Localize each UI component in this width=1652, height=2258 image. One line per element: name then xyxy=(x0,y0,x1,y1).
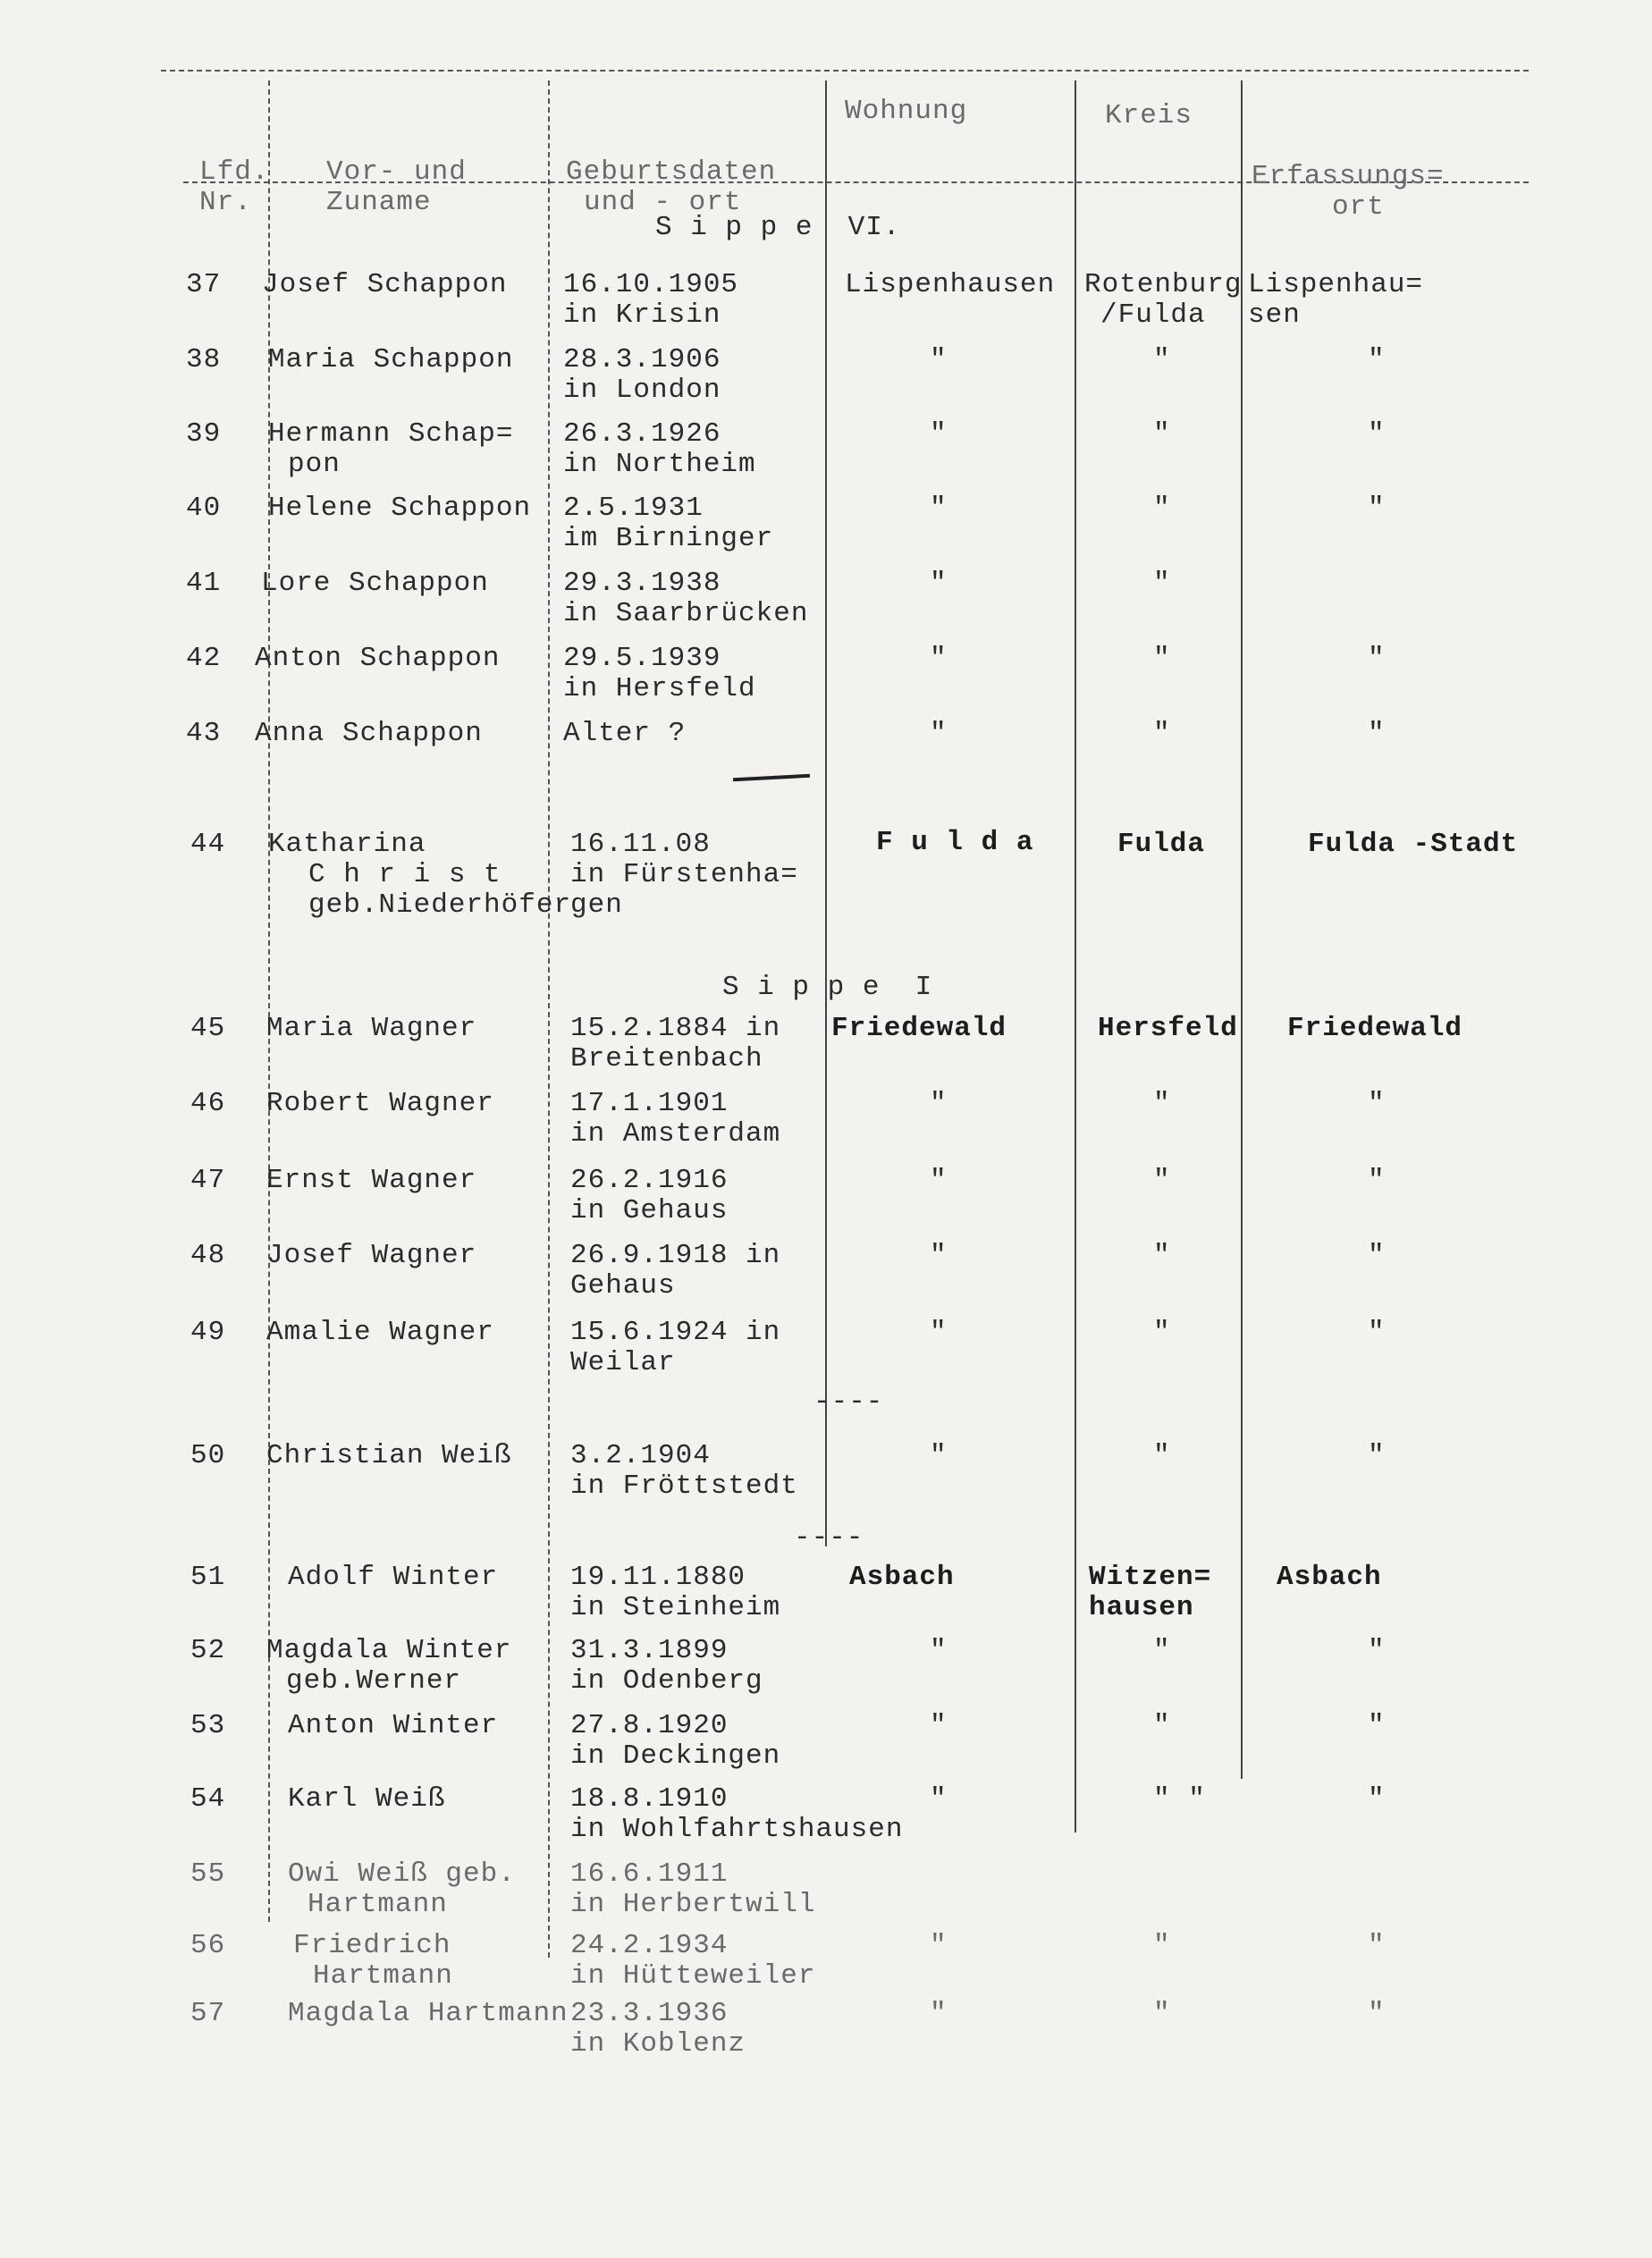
row-name: Magdala Hartmann xyxy=(288,1998,569,2029)
row-number: 47 xyxy=(190,1165,226,1196)
row-residence: " xyxy=(930,1440,948,1471)
row-residence: " xyxy=(930,418,948,450)
row-number: 51 xyxy=(190,1562,226,1593)
row-residence: " xyxy=(930,1783,948,1815)
row-birth: 15.2.1884 in Breitenbach xyxy=(570,1013,781,1074)
row-residence: " xyxy=(930,1635,948,1666)
row-residence: " xyxy=(930,1930,948,1961)
row-name: Friedrich Hartmann xyxy=(293,1930,453,1992)
row-registration-place: " xyxy=(1368,1240,1386,1271)
row-residence: " xyxy=(930,1317,948,1348)
row-birth: 17.1.1901 in Amsterdam xyxy=(570,1088,781,1150)
col-rule-4 xyxy=(1075,80,1076,1833)
row-name: Amalie Wagner xyxy=(266,1317,494,1348)
row-number: 44 xyxy=(190,829,226,860)
col-rule-3 xyxy=(825,80,827,1546)
row-registration-place: " xyxy=(1368,418,1386,450)
row-number: 42 xyxy=(186,643,222,674)
row-name: Christian Weiß xyxy=(266,1440,512,1471)
row-registration-place: " xyxy=(1368,1635,1386,1666)
row-residence: " xyxy=(930,643,948,674)
row-residence: " xyxy=(930,1165,948,1196)
row-name: Anton Winter xyxy=(288,1710,499,1741)
pen-stroke xyxy=(733,774,810,781)
row-name: Josef Schappon xyxy=(262,269,508,300)
row-residence: F u l d a xyxy=(876,827,1034,858)
row-number: 38 xyxy=(186,344,222,375)
header-geburt: Geburtsdaten und - ort xyxy=(566,156,777,218)
row-number: 40 xyxy=(186,493,222,524)
row-district: " xyxy=(1153,493,1171,524)
row-residence: " xyxy=(930,493,948,524)
row-birth: 29.3.1938 in Saarbrücken xyxy=(563,568,809,629)
row-birth: 19.11.1880 in Steinheim xyxy=(570,1562,781,1623)
row-birth: 16.10.1905 in Krisin xyxy=(563,269,739,331)
row-registration-place: " xyxy=(1368,643,1386,674)
row-registration-place: " xyxy=(1368,493,1386,524)
row-number: 39 xyxy=(186,418,222,450)
row-name: Josef Wagner xyxy=(266,1240,477,1271)
row-birth: 16.11.08 in Fürstenha= gen xyxy=(570,829,798,921)
row-residence: Friedewald xyxy=(831,1013,1007,1044)
row-district: " xyxy=(1153,1635,1171,1666)
row-birth: 3.2.1904 in Fröttstedt xyxy=(570,1440,798,1502)
row-number: 46 xyxy=(190,1088,226,1119)
row-registration-place: " xyxy=(1368,1998,1386,2029)
row-number: 49 xyxy=(190,1317,226,1348)
row-residence: " xyxy=(930,1710,948,1741)
row-name: Robert Wagner xyxy=(266,1088,494,1119)
row-district: Fulda xyxy=(1117,829,1206,860)
row-number: 54 xyxy=(190,1783,226,1815)
row-name: Karl Weiß xyxy=(288,1783,446,1815)
section-sippe-vi: S i p p e VI. xyxy=(655,212,901,243)
row-district: " xyxy=(1153,1088,1171,1119)
row-birth: 18.8.1910 in Wohlfahrtshausen xyxy=(570,1783,904,1845)
row-district: " xyxy=(1153,568,1171,599)
row-number: 56 xyxy=(190,1930,226,1961)
row-birth: 29.5.1939 in Hersfeld xyxy=(563,643,756,704)
row-number: 55 xyxy=(190,1858,226,1890)
row-district: Rotenburg /Fulda xyxy=(1084,269,1243,331)
header-lfd-nr: Lfd. Nr. xyxy=(199,156,270,218)
separator-b: ---- xyxy=(794,1522,864,1554)
row-birth: 16.6.1911 in Herbertwill xyxy=(570,1858,816,1920)
row-birth: 27.8.1920 in Deckingen xyxy=(570,1710,781,1772)
row-district: " xyxy=(1153,1440,1171,1471)
row-name: Maria Schappon xyxy=(268,344,514,375)
row-registration-place: Friedewald xyxy=(1287,1013,1463,1044)
row-number: 50 xyxy=(190,1440,226,1471)
row-name: Owi Weiß geb. Hartmann xyxy=(288,1858,516,1920)
row-residence: Asbach xyxy=(849,1562,955,1593)
row-district: " xyxy=(1153,1165,1171,1196)
row-residence: " xyxy=(930,1088,948,1119)
row-name: Helene Schappon xyxy=(268,493,532,524)
row-district: " xyxy=(1153,1240,1171,1271)
row-name: Hermann Schap= pon xyxy=(268,418,514,480)
row-number: 37 xyxy=(186,269,222,300)
row-registration-place: " xyxy=(1368,1317,1386,1348)
row-birth: 15.6.1924 in Weilar xyxy=(570,1317,781,1378)
row-district: Hersfeld xyxy=(1098,1013,1238,1044)
row-number: 45 xyxy=(190,1013,226,1044)
header-erfassung: Erfassungs= ort xyxy=(1252,161,1445,223)
row-name: Katharina C h r i s t geb.Niederhöfer xyxy=(268,829,572,921)
separator-a: ---- xyxy=(813,1386,884,1418)
row-registration-place: Fulda -Stadt xyxy=(1308,829,1519,860)
row-name: Anna Schappon xyxy=(255,718,483,749)
row-registration-place: " xyxy=(1368,1710,1386,1741)
row-number: 41 xyxy=(186,568,222,599)
row-registration-place: " xyxy=(1368,1783,1386,1815)
section-sippe-i: S i p p e I xyxy=(722,972,933,1003)
top-border-line xyxy=(161,70,1529,72)
row-residence: " xyxy=(930,1998,948,2029)
row-district: " xyxy=(1153,418,1171,450)
row-residence: " xyxy=(930,718,948,749)
row-birth: 28.3.1906 in London xyxy=(563,344,721,406)
header-name: Vor- und Zuname xyxy=(326,156,467,218)
row-number: 48 xyxy=(190,1240,226,1271)
row-registration-place: " xyxy=(1368,718,1386,749)
row-district: " xyxy=(1153,1930,1171,1961)
row-district: " xyxy=(1153,1710,1171,1741)
row-registration-place: " xyxy=(1368,344,1386,375)
row-birth: 24.2.1934 in Hütteweiler xyxy=(570,1930,816,1992)
row-name: Lore Schappon xyxy=(261,568,489,599)
row-number: 52 xyxy=(190,1635,226,1666)
row-district: " " xyxy=(1153,1783,1206,1815)
row-name: Maria Wagner xyxy=(266,1013,477,1044)
row-birth: 26.3.1926 in Northeim xyxy=(563,418,756,480)
row-name: Adolf Winter xyxy=(288,1562,499,1593)
row-registration-place: Asbach xyxy=(1277,1562,1382,1593)
row-residence: " xyxy=(930,1240,948,1271)
row-residence: Lispenhausen xyxy=(845,269,1056,300)
col-rule-2 xyxy=(548,80,550,1958)
row-district: Witzen= hausen xyxy=(1089,1562,1212,1623)
row-name: Magdala Winter geb.Werner xyxy=(266,1635,512,1697)
row-residence: " xyxy=(930,568,948,599)
row-number: 53 xyxy=(190,1710,226,1741)
row-district: " xyxy=(1153,643,1171,674)
row-birth: 26.2.1916 in Gehaus xyxy=(570,1165,729,1226)
row-district: " xyxy=(1153,344,1171,375)
row-birth: 23.3.1936 in Koblenz xyxy=(570,1998,746,2060)
row-district: " xyxy=(1153,1998,1171,2029)
row-name: Anton Schappon xyxy=(255,643,501,674)
header-wohnung: Wohnung xyxy=(845,96,968,127)
row-registration-place: " xyxy=(1368,1165,1386,1196)
row-registration-place: " xyxy=(1368,1088,1386,1119)
row-birth: 26.9.1918 in Gehaus xyxy=(570,1240,781,1302)
row-name: Ernst Wagner xyxy=(266,1165,477,1196)
row-district: " xyxy=(1153,1317,1171,1348)
row-registration-place: " xyxy=(1368,1930,1386,1961)
row-registration-place: " xyxy=(1368,1440,1386,1471)
row-residence: " xyxy=(930,344,948,375)
col-rule-5 xyxy=(1241,80,1243,1779)
header-kreis: Kreis xyxy=(1105,100,1193,131)
row-birth: 31.3.1899 in Odenberg xyxy=(570,1635,763,1697)
row-number: 43 xyxy=(186,718,222,749)
row-birth: 2.5.1931 im Birninger xyxy=(563,493,774,554)
row-number: 57 xyxy=(190,1998,226,2029)
row-registration-place: Lispenhau= sen xyxy=(1248,269,1424,331)
row-district: " xyxy=(1153,718,1171,749)
row-birth: Alter ? xyxy=(563,718,687,749)
